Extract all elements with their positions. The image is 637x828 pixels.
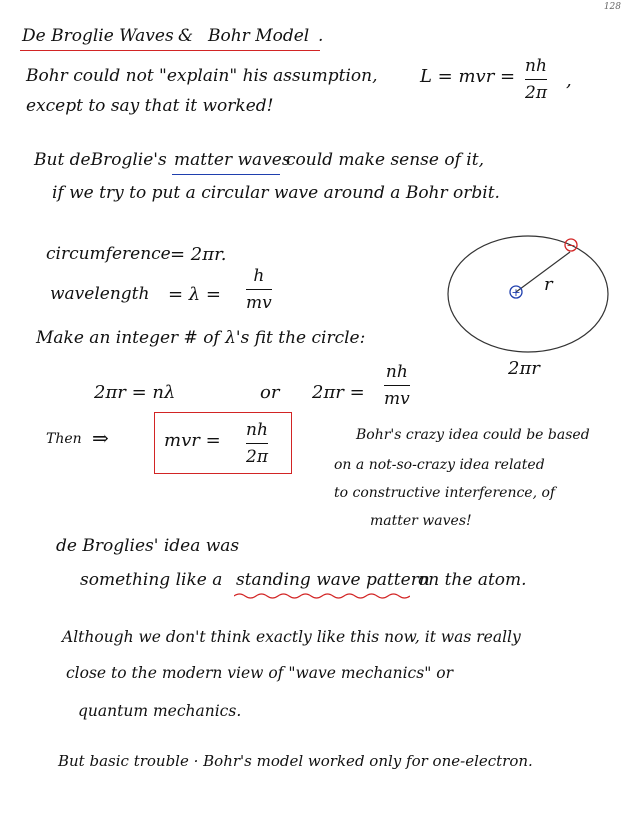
modern-line-1: Although we don't think exactly like this now, it was really [62,628,521,646]
integer-or: or [260,382,280,403]
circumference-diagram-label: 2πr [508,358,540,379]
standing-wave-pattern: standing wave pattern [236,570,430,590]
radius-line [516,252,570,292]
nucleus-sign: + [511,286,521,299]
electron-sign: − [566,239,576,252]
integer-eq-1: 2πr = nλ [94,382,176,403]
debroglie-line-2: if we try to put a circular wave around a Bohr orbit. [52,183,500,203]
integer-line: Make an integer # of λ's fit the circle: [36,328,366,348]
fraction-bar [525,79,547,80]
title-underline [20,50,320,51]
fraction-bar [246,443,268,444]
debroglie-line-1c: could make sense of it, [286,150,484,170]
fraction-bar [384,385,410,386]
modern-line-3: quantum mechanics. [78,702,242,720]
then-label: Then [46,431,82,447]
box-eq-lhs: mvr = [164,430,221,451]
circumference-label: circumference [46,244,171,264]
intro-eq-num: nh [525,56,547,76]
debroglie-matter-waves: matter waves [174,150,291,170]
note-line-1: Bohr's crazy idea could be based [356,427,590,443]
box-eq-num: nh [246,420,268,440]
box-eq-fraction [246,420,268,467]
title-dot: . [318,26,324,46]
intro-line-2: except to say that it worked! [26,96,274,116]
box-eq-den: 2π [246,447,268,467]
integer-eq-2-den: mv [384,389,410,409]
wavelength-fraction [246,266,272,313]
title-ampersand: & [178,26,194,46]
then-arrow: ⇒ [92,426,109,450]
note-line-2: on a not-so-crazy idea related [334,457,545,473]
note-line-3: to constructive interference, of [334,485,556,501]
intro-eq-den: 2π [525,83,547,103]
title-left: De Broglie Waves [22,26,174,46]
circumference-eq: = 2πr. [170,244,227,265]
wavelength-den: mv [246,293,272,313]
wavelength-num: h [253,266,265,286]
intro-line-1: Bohr could not "explain" his assumption, [26,66,378,86]
standing-line-1: de Broglies' idea was [56,536,240,556]
standing-line-2a: something like a [80,570,223,590]
intro-eq-lhs: L = mvr = [420,66,516,87]
bohr-orbit-diagram [440,232,620,360]
standing-line-2c: on the atom. [418,570,527,590]
wavelength-label: wavelength [50,284,150,304]
integer-eq-2-lhs: 2πr = [312,382,365,403]
intro-eq-fraction [525,56,547,103]
title-right: Bohr Model [208,26,310,46]
fraction-bar [246,289,272,290]
orbit-circle [448,236,608,352]
intro-eq-comma: , [566,70,572,91]
standing-wave-underline [234,592,410,600]
matter-waves-underline [172,174,280,175]
debroglie-line-1a: But deBroglie's [34,150,167,170]
modern-line-2: close to the modern view of "wave mechanics" or [66,664,453,682]
note-line-4: matter waves! [370,513,472,529]
integer-eq-2-fraction [384,362,410,409]
wavelength-eq: = λ = [168,284,222,305]
trouble-line: But basic trouble · Bohr's model worked only for one-electron. [58,752,533,770]
radius-label: r [544,274,553,295]
page-number: 128 [603,2,621,12]
integer-eq-2-num: nh [385,362,408,382]
